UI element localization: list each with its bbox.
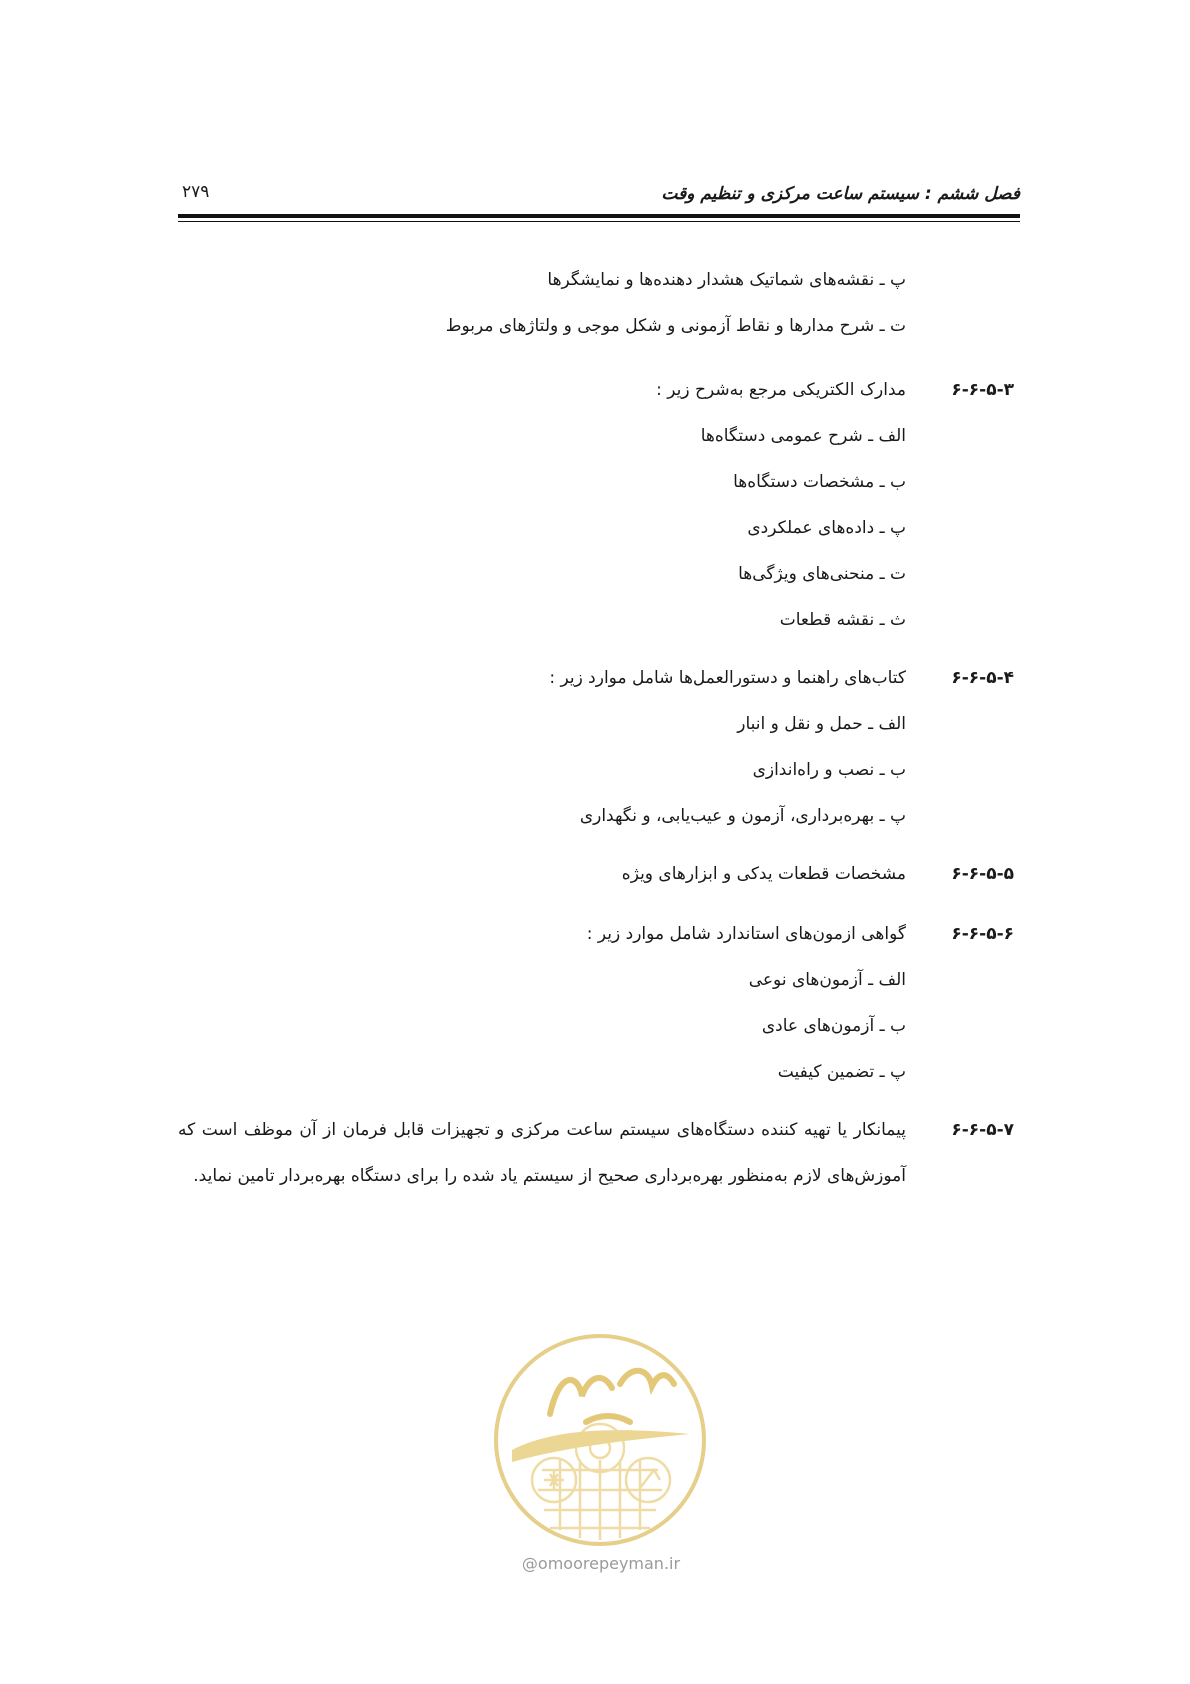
- list-item: ب ـ آزمون‌های عادی: [761, 1016, 906, 1036]
- list-item: پ ـ نقشه‌های شماتیک هشدار دهنده‌ها و نمایشگرها: [547, 270, 906, 290]
- section-paragraph: پیمانکار یا تهیه کننده دستگاه‌های سیستم ساعت مرکزی و تجهیزات قابل فرمان از آن موظف است که آموزش‌های لازم به‌منظور بهره‌برداری صحیح از سیستم یاد شده را برای دستگاه بهره‌بردار تامین نماید.: [178, 1120, 906, 1186]
- section-heading: مدارک الکتریکی مرجع به‌شرح زیر :: [656, 380, 906, 400]
- list-item: ث ـ نقشه قطعات: [779, 610, 906, 630]
- list-item: پ ـ تضمین کیفیت: [777, 1062, 906, 1082]
- list-item: الف ـ حمل و نقل و انبار: [737, 714, 906, 734]
- section-number: ۶-۶-۵-۷: [951, 1120, 1014, 1140]
- watermark-caption: @omoorepeyman.ir: [521, 1554, 681, 1573]
- list-item: ب ـ مشخصات دستگاه‌ها: [733, 472, 906, 492]
- section-number: ۶-۶-۵-۴: [951, 668, 1014, 688]
- section-heading: مشخصات قطعات یدکی و ابزارهای ویژه: [621, 864, 906, 884]
- list-item: ب ـ نصب و راه‌اندازی: [752, 760, 906, 780]
- chapter-title: فصل ششم : سیستم ساعت مرکزی و تنظیم وقت: [661, 184, 1020, 204]
- section-heading: کتاب‌های راهنما و دستورالعمل‌ها شامل موارد زیر :: [549, 668, 906, 688]
- list-item: ت ـ شرح مدارها و نقاط آزمونی و شکل موجی و ولتاژهای مربوط: [445, 316, 906, 336]
- section-number: ۶-۶-۵-۶: [951, 924, 1014, 944]
- list-item: پ ـ داده‌های عملکردی: [747, 518, 906, 538]
- section-number: ۶-۶-۵-۵: [951, 864, 1014, 884]
- list-item: الف ـ آزمون‌های نوعی: [748, 970, 906, 990]
- section-heading: گواهی ازمون‌های استاندارد شامل موارد زیر :: [586, 924, 906, 944]
- section-number: ۶-۶-۵-۳: [951, 380, 1014, 400]
- list-item: الف ـ شرح عمومی دستگاه‌ها: [700, 426, 906, 446]
- watermark-logo: [490, 1330, 710, 1550]
- page-number: ۲۷۹: [182, 182, 210, 202]
- running-header: [178, 178, 1020, 212]
- header-rule-thick: [178, 214, 1020, 218]
- list-item: پ ـ بهره‌برداری، آزمون و عیب‌یابی، و نگهداری: [579, 806, 906, 826]
- header-rule-thin: [178, 221, 1020, 222]
- list-item: ت ـ منحنی‌های ویژگی‌ها: [738, 564, 906, 584]
